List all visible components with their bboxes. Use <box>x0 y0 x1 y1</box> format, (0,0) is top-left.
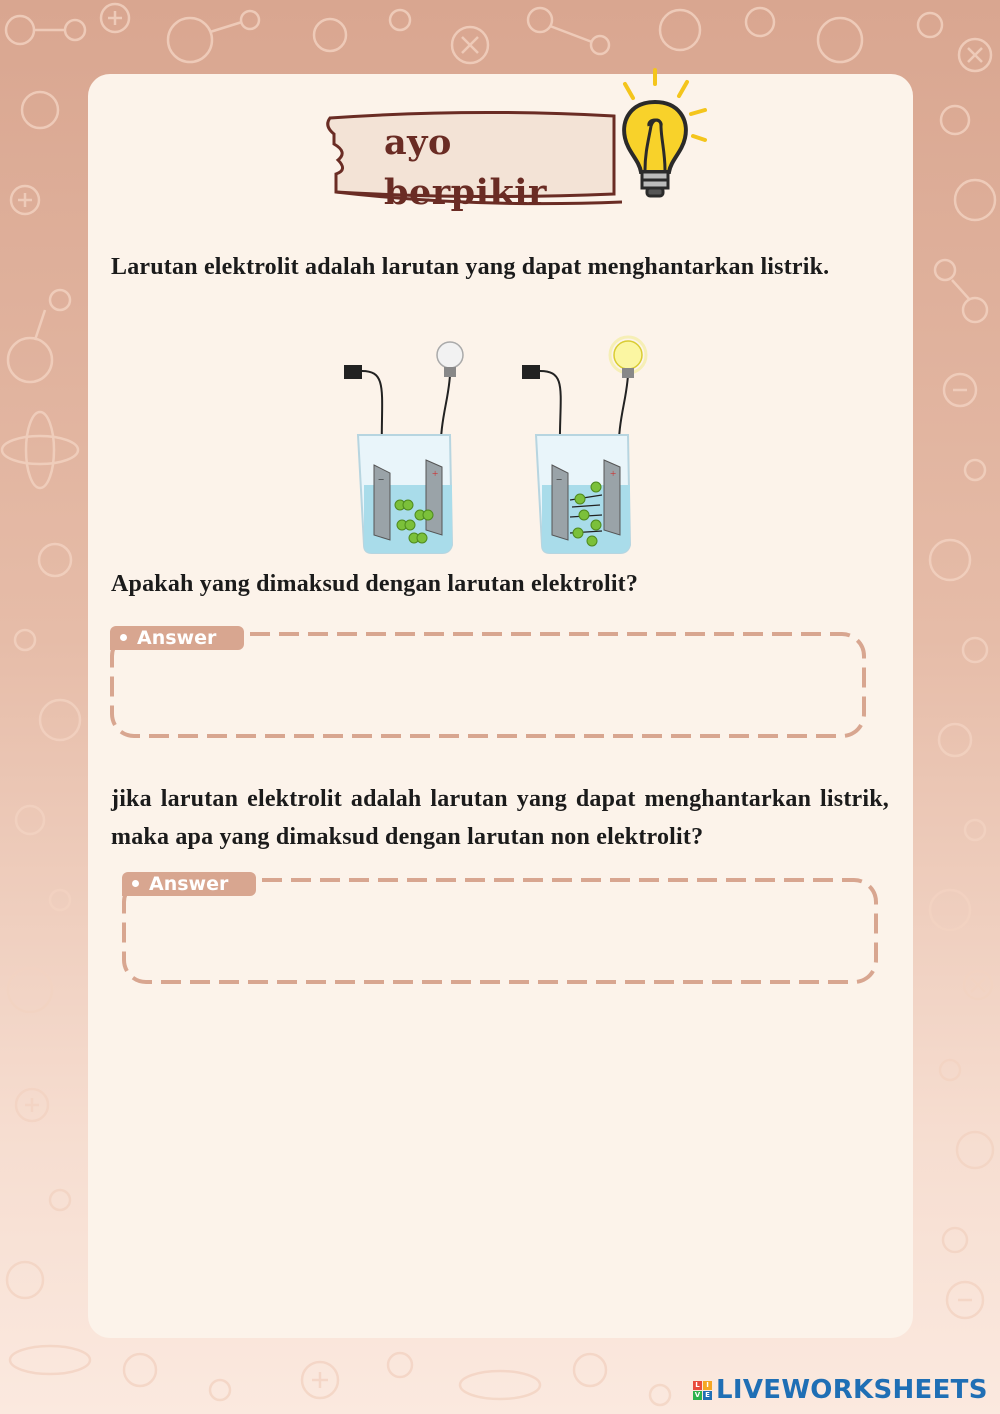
logo-letter-e: E <box>703 1391 712 1400</box>
question-2-text: jika larutan elektrolit adalah larutan yang dapat menghantarkan listrik, maka apa yang dimaksud dengan larutan non elektrolit? <box>111 786 889 850</box>
logo-letter-l: L <box>693 1381 702 1390</box>
answer-input-1[interactable] <box>130 660 850 722</box>
electrode-plus-left: + <box>432 468 439 480</box>
answer-label-1 <box>110 626 244 650</box>
non-conducting-setup <box>344 342 463 553</box>
answer-box-2 <box>122 872 878 984</box>
logo-letter-i: I <box>703 1381 712 1390</box>
logo-mark <box>693 1381 712 1400</box>
electrode-minus-left: − <box>378 474 385 486</box>
brand-name: LIVEWORKSHEETS <box>716 1375 988 1405</box>
bullet-dot <box>132 880 139 887</box>
answer-input-2[interactable] <box>142 906 862 968</box>
logo-letter-v: V <box>694 1390 701 1399</box>
intro-text: Larutan elektrolit adalah larutan yang dapat menghantarkan listrik. <box>111 254 830 280</box>
bullet-dot <box>120 634 127 641</box>
question-1-text: Apakah yang dimaksud dengan larutan elektrolit? <box>111 571 639 597</box>
answer-label-2 <box>122 872 256 896</box>
answer-label-1-text: Answer <box>137 627 217 649</box>
light-bulb-icon <box>595 62 725 212</box>
electrode-minus-right: − <box>556 474 563 486</box>
answer-label-2-text: Answer <box>149 873 229 895</box>
liveworksheets-logo[interactable] <box>693 1372 988 1408</box>
answer-box-1 <box>110 626 866 738</box>
electrode-plus-right: + <box>610 468 617 480</box>
electrolyte-beakers-illustration <box>330 335 660 560</box>
banner-title: ayo berpikir <box>384 122 547 213</box>
title-banner <box>322 96 602 212</box>
conducting-setup <box>522 337 646 553</box>
